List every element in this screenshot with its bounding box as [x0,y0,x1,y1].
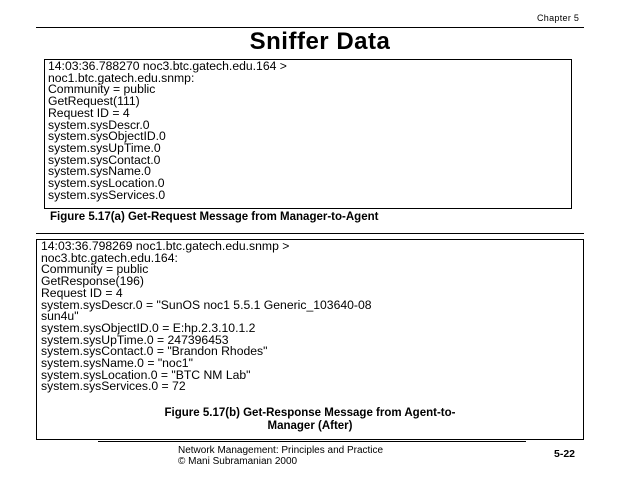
middle-rule [36,233,584,234]
footer-copyright: © Mani Subramanian 2000 [178,456,298,467]
get-response-line: system.sysLocation.0 = "BTC NM Lab" [41,367,251,382]
get-response-lines [41,241,372,393]
page-number: 5-22 [554,448,576,460]
get-response-line: Community = public [41,262,149,277]
page-title: Sniffer Data [249,28,391,55]
get-request-line: Community = public [48,82,156,97]
get-request-line: Request ID = 4 [48,105,130,120]
get-request-line: noc1.btc.gatech.edu.snmp: [48,70,195,85]
get-request-line: system.sysDescr.0 [48,117,150,132]
figure-b-caption-line: Figure 5.17(b) Get-Response Message from Agent-to- [164,407,456,419]
footer-book-title: Network Management: Principles and Practice [178,445,384,456]
get-request-line: 14:03:36.788270 noc3.btc.gatech.edu.164 > [48,59,287,73]
get-request-line: system.sysObjectID.0 [48,129,166,144]
get-response-box [36,239,584,440]
get-request-line: system.sysLocation.0 [48,176,165,191]
get-response-line: system.sysName.0 = "noc1" [41,356,193,371]
get-response-line: system.sysUpTime.0 = 247396453 [41,332,229,347]
get-response-line: noc3.btc.gatech.edu.164: [41,250,178,265]
figure-b-caption [37,407,583,433]
chapter-label: Chapter 5 [537,13,580,23]
get-request-lines [48,61,287,201]
get-response-line: 14:03:36.798269 noc1.btc.gatech.edu.snmp > [41,239,290,253]
bottom-rule [98,441,526,442]
get-response-line: system.sysServices.0 = 72 [41,379,186,394]
get-response-line: system.sysDescr.0 = "SunOS noc1 5.5.1 Generic_103640-08 [41,297,372,312]
get-request-line: GetRequest(111) [48,94,140,109]
get-response-line: system.sysContact.0 = "Brandon Rhodes" [41,344,268,359]
get-request-line: system.sysContact.0 [48,152,161,167]
get-request-line: system.sysName.0 [48,164,151,179]
get-response-line: GetResponse(196) [41,274,144,289]
get-response-line: system.sysObjectID.0 = E:hp.2.3.10.1.2 [41,320,256,335]
figure-a-caption: Figure 5.17(a) Get-Request Message from Manager-to-Agent [50,211,379,223]
get-request-line: system.sysServices.0 [48,187,166,202]
get-response-line: sun4u" [41,309,79,324]
get-request-line: system.sysUpTime.0 [48,140,161,155]
get-response-line: Request ID = 4 [41,285,123,300]
figure-b-caption-line: Manager (After) [267,420,353,432]
footer-text [178,445,383,467]
get-request-box [44,59,572,209]
